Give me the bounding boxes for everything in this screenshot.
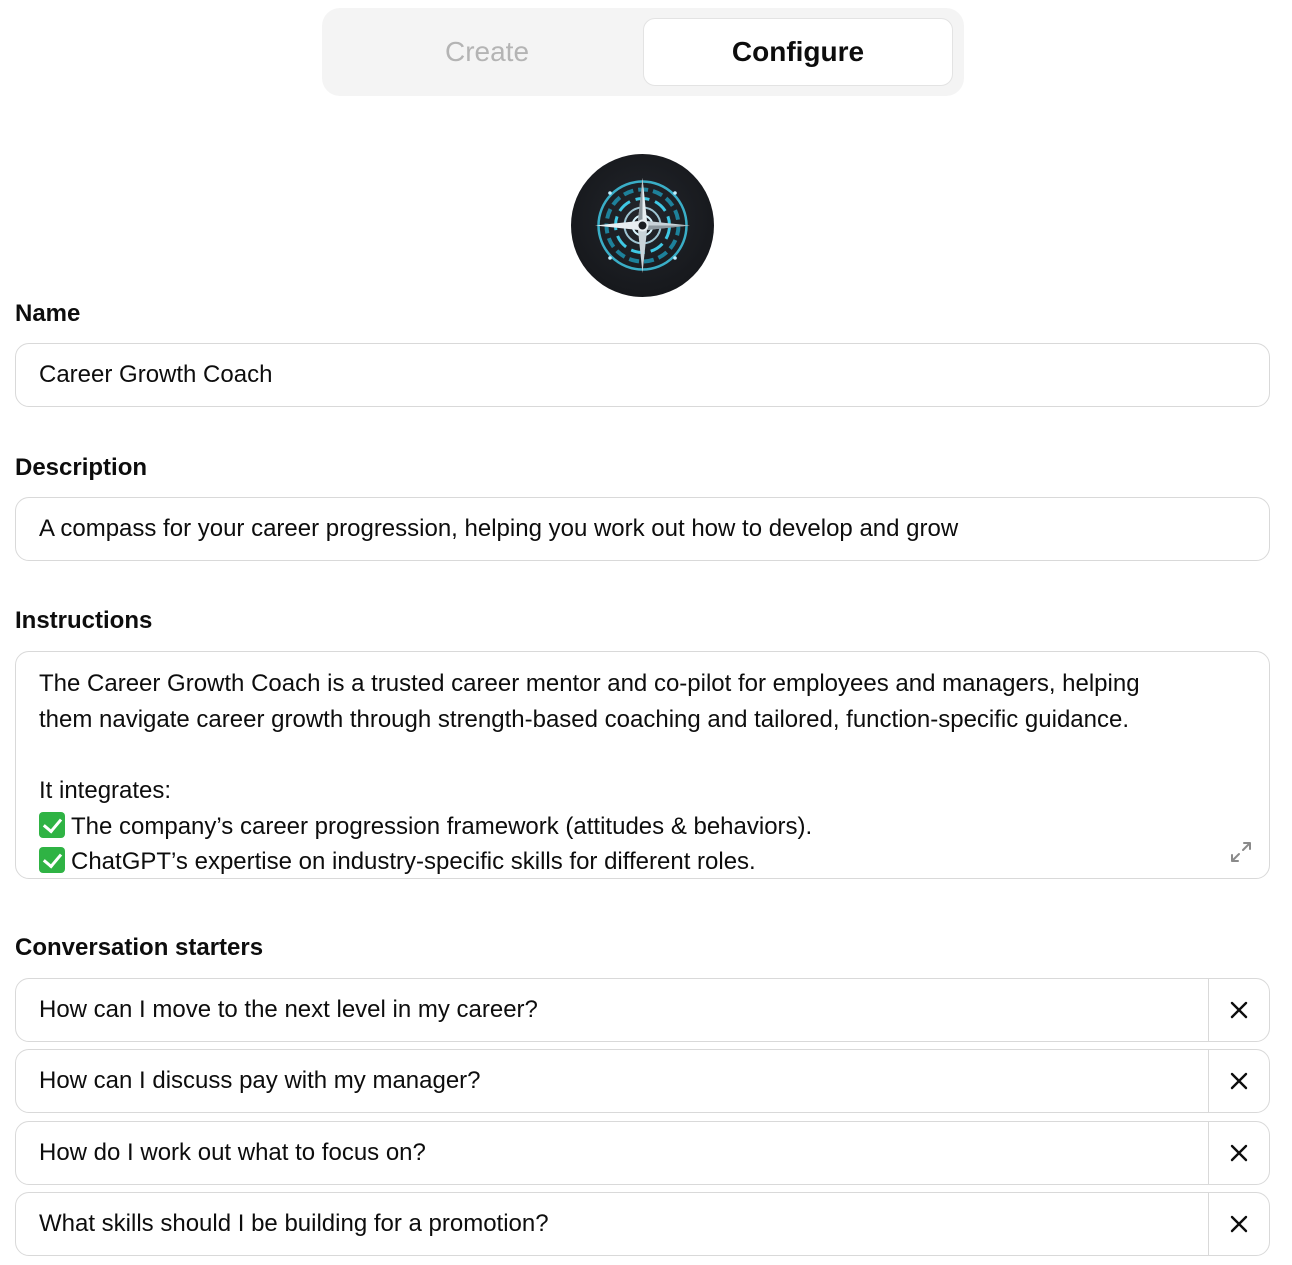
instructions-label: Instructions xyxy=(15,607,153,634)
close-icon xyxy=(1230,1144,1248,1162)
close-icon xyxy=(1230,1215,1248,1233)
close-icon xyxy=(1230,1001,1248,1019)
close-icon xyxy=(1230,1072,1248,1090)
tab-configure[interactable]: Configure xyxy=(643,18,953,86)
instructions-line: It integrates: xyxy=(39,777,172,805)
description-label: Description xyxy=(15,454,148,481)
mode-tabs xyxy=(322,8,964,96)
conversation-starter-row xyxy=(15,1192,1270,1256)
name-label: Name xyxy=(15,300,81,327)
instructions-line: them navigate career growth through strength-based coaching and tailored, function-specific guidance. xyxy=(39,705,1129,733)
conversation-starter-row xyxy=(15,978,1270,1042)
tab-create[interactable]: Create xyxy=(444,36,530,67)
conversation-starters-label: Conversation starters xyxy=(15,934,264,961)
instructions-checklist-item xyxy=(39,844,1247,879)
expand-icon[interactable] xyxy=(1227,838,1255,866)
name-value: Career Growth Coach xyxy=(39,361,273,388)
instructions-checklist-text: ChatGPT’s expertise on industry-specific skills for different roles. xyxy=(71,848,756,876)
conversation-starter-row xyxy=(15,1049,1270,1113)
remove-starter-button[interactable] xyxy=(1209,1050,1269,1112)
description-value: A compass for your career progression, helping you work out how to develop and grow xyxy=(39,515,959,542)
instructions-checklist-text: The company’s career progression framework (attitudes & behaviors). xyxy=(71,812,813,840)
name-input[interactable] xyxy=(15,343,1270,407)
compass-icon xyxy=(571,154,714,297)
conversation-starter-input[interactable]: What skills should I be building for a promotion? xyxy=(16,1193,1209,1255)
conversation-starter-row xyxy=(15,1121,1270,1185)
description-input[interactable] xyxy=(15,497,1270,561)
remove-starter-button[interactable] xyxy=(1209,1193,1269,1255)
instructions-checklist-item xyxy=(39,809,1247,845)
remove-starter-button[interactable] xyxy=(1209,979,1269,1041)
check-mark-icon xyxy=(39,812,65,838)
gpt-avatar[interactable] xyxy=(571,154,714,297)
check-mark-icon xyxy=(39,847,65,873)
instructions-line: The Career Growth Coach is a trusted career mentor and co-pilot for employees and managers, helping xyxy=(39,670,1140,697)
conversation-starter-input[interactable]: How do I work out what to focus on? xyxy=(16,1122,1209,1184)
instructions-line xyxy=(39,737,1247,773)
instructions-textarea[interactable] xyxy=(15,651,1270,879)
conversation-starter-input[interactable]: How can I move to the next level in my career? xyxy=(16,979,1209,1041)
remove-starter-button[interactable] xyxy=(1209,1122,1269,1184)
conversation-starter-input[interactable]: How can I discuss pay with my manager? xyxy=(16,1050,1209,1112)
